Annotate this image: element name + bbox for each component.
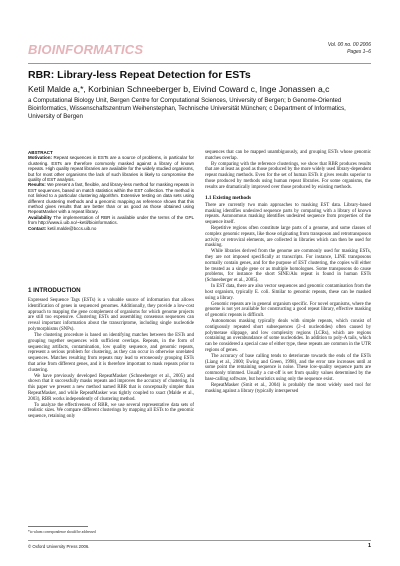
body-paragraph: sequences that can be mapped unambiguously, and grouping ESTs whose genomic matches overlap. — [205, 150, 371, 161]
intro-paragraph: We have previously developed RepeatMasker (Schneeberger et al., 2005) and shown that it successfully masks repeats and improves the accuracy of clustering. In this paper we present a new method named RBR that is conceptually simpler than RepeatMasker, and while RepeatMasker was tightly coupled to xsact (Malde et al., 2003), RBR works independently of clustering method. — [28, 373, 194, 402]
footnote: *to whom correspondence should be addressed — [28, 530, 96, 534]
results-label: Results: — [28, 182, 46, 188]
copyright: © Oxford University Press 2006. — [28, 544, 90, 549]
paper-title: RBR: Library-less Repeat Detection for ESTs — [28, 69, 251, 81]
footnote-rule — [28, 526, 88, 527]
introduction-body — [28, 298, 194, 420]
abstract-heading: ABSTRACT — [28, 150, 53, 155]
body-paragraph: There are currently two main approaches to masking EST data. Library-based masking identifies undesired sequence parts by comparing with a library of known repeats. Autonomous masking identifies undesired sequence from properties of the sequence itself. — [205, 202, 371, 226]
volume-line: Vol. 00 no. 00 2006 — [327, 42, 371, 48]
body-paragraph: Genomic repeats are in general organism specific. For novel organisms, where the genome is not yet available for constructing a good repeat library, effective masking of genomic repeats is difficult. — [205, 301, 371, 319]
motivation-label: Motivation: — [28, 155, 52, 161]
author-list: Ketil Malde a,*, Korbinian Schneeberger b, Eivind Coward c, Inge Jonassen a,c — [28, 84, 330, 94]
page-number: 1 — [367, 543, 371, 549]
header-rule — [28, 63, 371, 64]
intro-paragraph: To analyze the effectiveness of RBR, we use several representative data sets of realistic sizes. We compare different clusterings by mapping all ESTs to the genomic sequence, retaining only — [28, 402, 194, 420]
body-paragraph: While libraries derived from the genome are commonly used for masking ESTs, they are not imposed specifically at transcripts. For instance, LINE transposons normally contain genes, and for the purpose of EST clustering, the copies will either be treated as a single gene or as multiple homologues. Some transposons do cause problems, for instance the short SINE/Alu repeat is found in human ESTs (Schneeberger et al., 2005). — [205, 249, 371, 284]
journal-name: BIOINFORMATICS — [28, 42, 144, 57]
affiliations: a Computational Biology Unit, Bergen Centre for Computational Sciences, University of Bergen; b Genome-Oriented Bioinformatics, Wissenschaftszentrum Weihenstephan, Technische Universität München; c Department of Informatics, University of Bergen — [28, 97, 346, 120]
body-paragraph: In EST data, there are also vector sequences and genomic contamination from the host organism, typically E. coli. Similar to genomic repeats, these can be masked using a library. — [205, 284, 371, 301]
body-paragraph: Repetitive regions often constitute large parts of a genome, and some classes of complex genomic repeats, like those originating from transposon and retrotransposon activity or retroviral elements, are collected in libraries which can then be used for masking. — [205, 225, 371, 249]
availability-text: The implementation of RBR is available under the terms of the GPL from http://www.ii.uib.no/~ketil/bioinformatics. — [28, 214, 194, 226]
subsection-heading: 1.1 Existing methods — [205, 194, 251, 201]
intro-paragraph: The clustering procedure is based on identifying matches between the ESTs and grouping together sequences with sufficient overlaps. Repeats, in the form of sequencing artifacts, contamination, low quality sequence, and genomic repeats, represent a serious problem for clustering, as they can occur in otherwise unrelated sequences. Matches resulting from repeats may lead to erroneously grouping ESTs that arise from different genes, and it is therefore important to mask repeats prior to clustering. — [28, 332, 194, 373]
availability-label: Availability — [28, 214, 52, 220]
volume-info — [328, 42, 371, 55]
footer-rule — [28, 540, 371, 541]
intro-paragraph: Expressed Sequence Tags (ESTs) is a valuable source of information that allows identification of genes in sequenced genomes. Additionally, they provide a low-cost approach to mapping the gene complement of organisms for which genome projects are still too expensive. Clustering ESTs and assembling consensus sequences can reveal important information about the transcriptome, including single nucleotide polymorphisms (SNPs). — [28, 298, 194, 333]
contact-text: ketil.malde@bccs.uib.no — [47, 225, 97, 231]
contact-label: Contact: — [28, 225, 47, 231]
abstract — [28, 150, 194, 231]
body-paragraph: By comparing with the reference clusterings, we show that RBR produces results that are at least as good as those produced by the more widely used library-dependent repeat masking methods. Even for the set of human ESTs it gives results superior to those produced by methods using human repeat libraries. For some organisms, the results are dramatically improved over those produced by existing methods. — [205, 161, 371, 190]
results-text: We present a fast, flexible, and library-less method for masking repeats in EST sequences, based on match statistics within the EST collection. The method is not linked to a particular clustering algorithm. Extensive testing on data sets using different clustering methods and a genomic mapping as reference shows that this method gives results that are better than or as good as those obtained using RepeatMasker with a repeat library. — [28, 182, 194, 215]
motivation-text: Repeat sequences in ESTs are a source of problems, in particular for clustering. ESTs are therefore commonly masked against a library of known repeats. High quality repeat libraries are available for the widely studied organisms, but for most other organisms the lack of such libraries is likely to compromise the quality of EST analysis. — [28, 155, 194, 183]
pages-line: Pages 1–6 — [347, 48, 371, 55]
introduction-heading: 1 INTRODUCTION — [28, 287, 81, 294]
body-paragraph: The accuracy of base calling tends to deteriorate towards the ends of the ESTs (Liang et al., 2000; Ewing and Green, 1998), and the error rate increases until at some point the remaining sequence is noise. These low-quality sequence parts are commonly trimmed. Usually a cut-off is set from quality values determined by the base-calling software, but heuristics using only the sequence exist. — [205, 353, 371, 383]
body-paragraph: Autonomous masking typically deals with simple repeats, which consist of contiguously repeated short subsequences (2–4 nucleotides) often caused by polymerase slippage, and low complexity regions (LCRs), which are regions containing an overabundance of some nucleotides. In addition to poly-A tails, which can be considered a special case of either type, these repeats are common in the UTR regions of genes. — [205, 318, 371, 353]
body-paragraph: RepeatMasker (Smit et al., 2004) is probably the most widely used tool for masking against a library (typically interspersed — [205, 382, 371, 394]
right-column-body — [205, 150, 371, 395]
